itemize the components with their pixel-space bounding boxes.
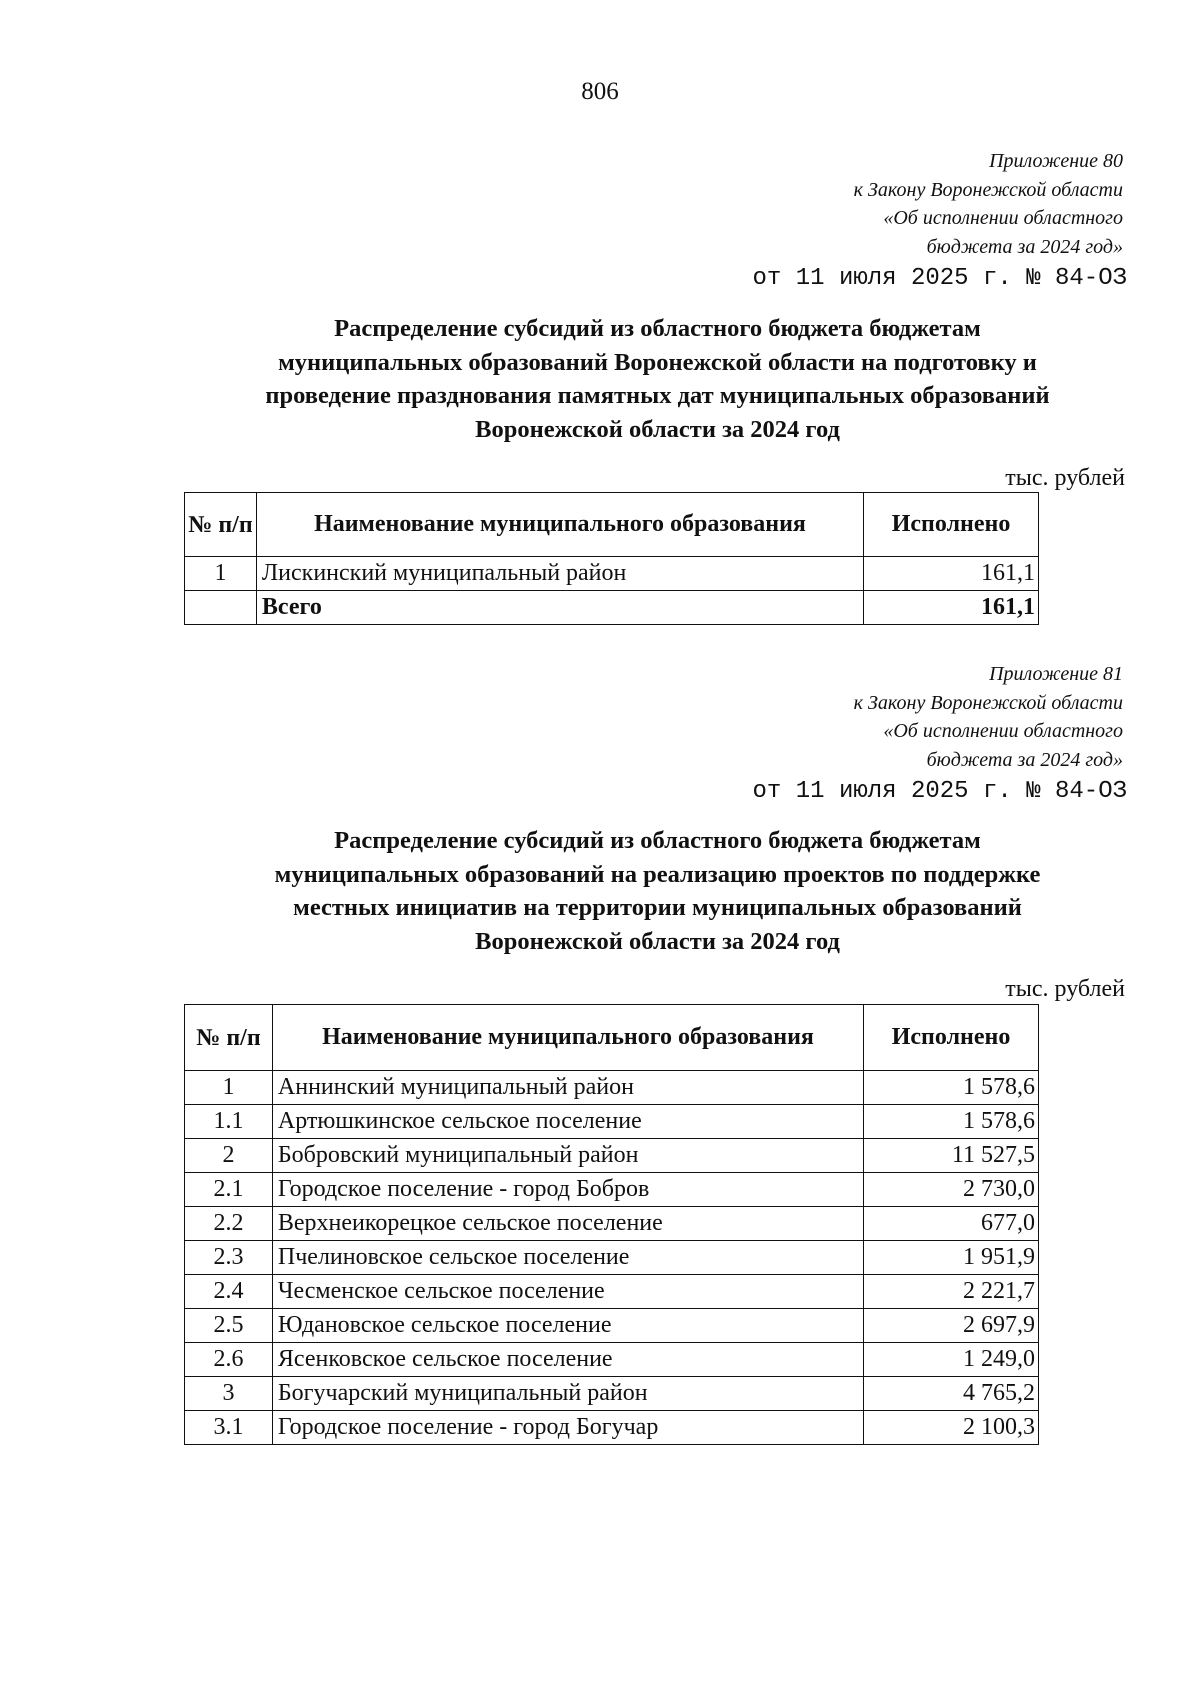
row-num: 2 — [185, 1139, 273, 1173]
row-value: 2 730,0 — [864, 1173, 1039, 1207]
title-line: местных инициатив на территории муниципальных образований — [293, 894, 1022, 921]
table-row — [185, 1241, 1039, 1275]
row-value: 1 578,6 — [864, 1071, 1039, 1105]
table-row — [185, 1139, 1039, 1173]
table-row — [185, 1173, 1039, 1207]
column-header-name: Наименование муниципального образования — [256, 493, 863, 557]
title-line: Воронежской области за 2024 год — [475, 927, 840, 955]
row-name: Городское поселение - город Бобров — [272, 1173, 863, 1207]
appendix-line: «Об исполнении областного — [883, 720, 1123, 742]
table-row — [185, 557, 1039, 591]
appendix-81-header — [563, 660, 1127, 808]
row-name: Юдановское сельское поселение — [272, 1309, 863, 1343]
column-header-value: Исполнено — [864, 493, 1039, 557]
row-num: 2.3 — [185, 1241, 273, 1275]
row-name: Верхнеикорецкое сельское поселение — [272, 1207, 863, 1241]
row-num: 2.6 — [185, 1343, 273, 1377]
row-name: Аннинский муниципальный район — [272, 1071, 863, 1105]
row-num: 2.2 — [185, 1207, 273, 1241]
table-row — [185, 1207, 1039, 1241]
law-date: от 11 июля 2025 г. № 84-ОЗ — [752, 778, 1127, 805]
table-row — [185, 1343, 1039, 1377]
row-value: 161,1 — [864, 557, 1039, 591]
section-title — [190, 824, 1125, 958]
row-num: 3 — [185, 1377, 273, 1411]
table-header-row — [185, 493, 1039, 557]
table-row — [185, 1105, 1039, 1139]
appendix-80-header — [563, 147, 1127, 295]
appendix-line: к Закону Воронежской области — [853, 178, 1123, 201]
column-header-name: Наименование муниципального образования — [272, 1005, 863, 1071]
total-num — [185, 591, 257, 625]
units-label: тыс. рублей — [1005, 976, 1125, 1002]
row-name: Лискинский муниципальный район — [256, 557, 863, 591]
title-line: Воронежской области за 2024 год — [475, 415, 840, 443]
row-value: 4 765,2 — [864, 1377, 1039, 1411]
appendix-line: Приложение 80 — [989, 150, 1123, 172]
page-number: 806 — [581, 78, 619, 105]
title-line: проведение празднования памятных дат муниципальных образований — [265, 382, 1050, 409]
row-num: 1 — [185, 557, 257, 591]
row-value: 1 249,0 — [864, 1343, 1039, 1377]
row-value: 2 221,7 — [864, 1275, 1039, 1309]
row-num: 2.1 — [185, 1173, 273, 1207]
row-num: 2.4 — [185, 1275, 273, 1309]
row-name: Богучарский муниципальный район — [272, 1377, 863, 1411]
units-label: тыс. рублей — [1005, 465, 1125, 491]
row-value: 11 527,5 — [864, 1139, 1039, 1173]
row-num: 1.1 — [185, 1105, 273, 1139]
total-value: 161,1 — [864, 591, 1039, 625]
row-value: 677,0 — [864, 1207, 1039, 1241]
appendix-line: «Об исполнении областного — [883, 207, 1123, 229]
row-name: Чесменское сельское поселение — [272, 1275, 863, 1309]
row-name: Артюшкинское сельское поселение — [272, 1105, 863, 1139]
table-row — [185, 1275, 1039, 1309]
appendix-line: бюджета за 2024 год» — [926, 235, 1123, 258]
column-header-num: № п/п — [185, 1005, 273, 1071]
subsidy-table-80 — [184, 492, 1039, 625]
row-value: 1 578,6 — [864, 1105, 1039, 1139]
total-row — [185, 591, 1039, 625]
section-title — [190, 312, 1125, 446]
subsidy-table-81 — [184, 1004, 1039, 1445]
appendix-line: к Закону Воронежской области — [853, 691, 1123, 714]
row-num: 1 — [185, 1071, 273, 1105]
row-name: Ясенковское сельское поселение — [272, 1343, 863, 1377]
row-name: Бобровский муниципальный район — [272, 1139, 863, 1173]
title-line: Распределение субсидий из областного бюджета бюджетам — [334, 827, 981, 854]
title-line: муниципальных образований Воронежской области на подготовку и — [278, 348, 1037, 376]
table-row — [185, 1309, 1039, 1343]
table-row — [185, 1377, 1039, 1411]
title-line: муниципальных образований на реализацию проектов по поддержке — [274, 860, 1041, 888]
row-num: 3.1 — [185, 1411, 273, 1445]
total-label: Всего — [256, 591, 863, 625]
appendix-line: бюджета за 2024 год» — [926, 748, 1123, 771]
column-header-value: Исполнено — [864, 1005, 1039, 1071]
appendix-line: Приложение 81 — [989, 663, 1123, 685]
row-name: Пчелиновское сельское поселение — [272, 1241, 863, 1275]
row-name: Городское поселение - город Богучар — [272, 1411, 863, 1445]
row-value: 2 100,3 — [864, 1411, 1039, 1445]
table-row — [185, 1071, 1039, 1105]
table-header-row — [185, 1005, 1039, 1071]
law-date: от 11 июля 2025 г. № 84-ОЗ — [752, 265, 1127, 292]
column-header-num: № п/п — [185, 493, 257, 557]
row-value: 2 697,9 — [864, 1309, 1039, 1343]
table-row — [185, 1411, 1039, 1445]
title-line: Распределение субсидий из областного бюджета бюджетам — [334, 315, 981, 342]
row-value: 1 951,9 — [864, 1241, 1039, 1275]
row-num: 2.5 — [185, 1309, 273, 1343]
